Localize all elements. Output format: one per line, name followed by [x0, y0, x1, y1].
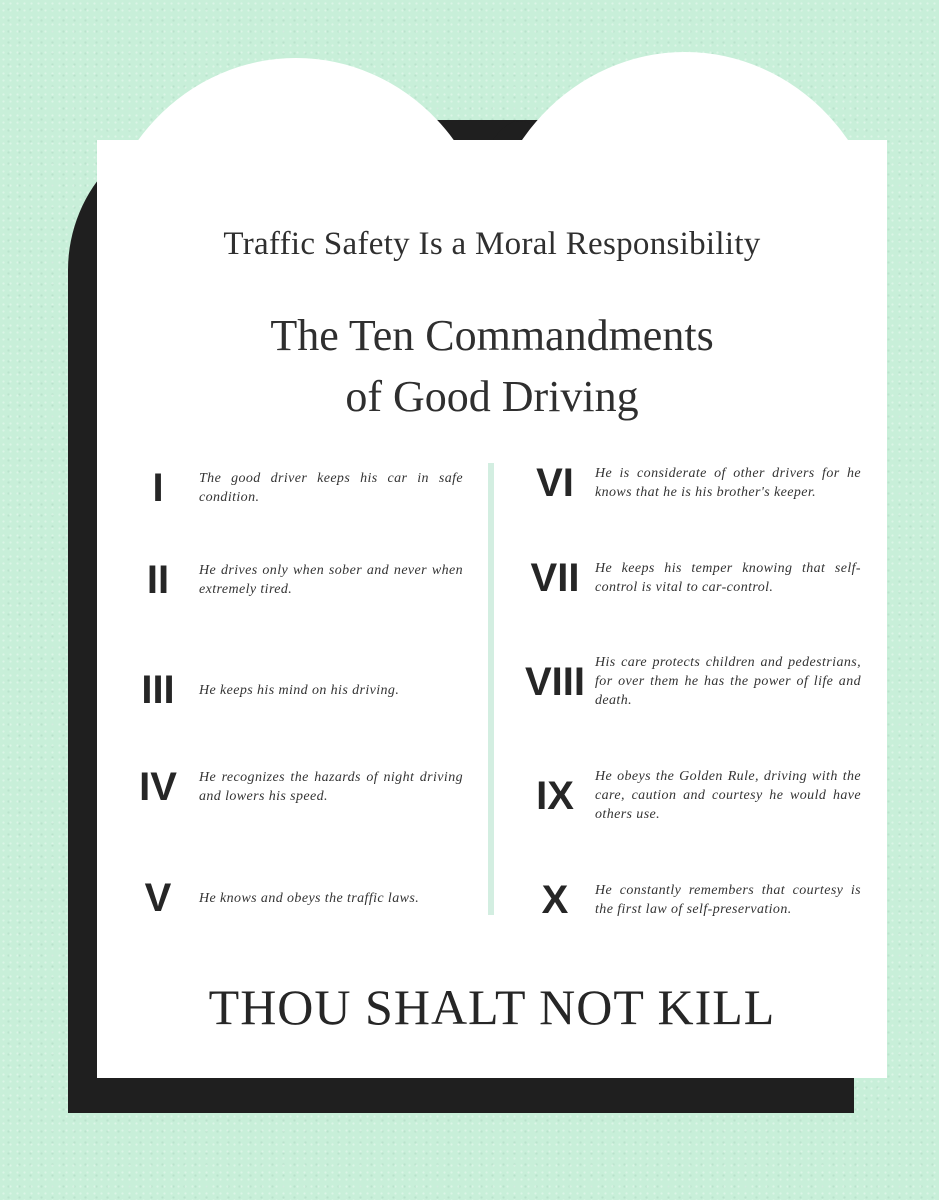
commandment-9 [517, 767, 861, 824]
commandment-numeral: V [144, 876, 172, 920]
commandment-2 [128, 560, 463, 600]
commandment-numeral: VII [530, 556, 580, 600]
commandment-5 [128, 878, 463, 918]
commandment-text: His care protects children and pedestrians, for over them he has the power of life and death. [595, 655, 861, 708]
commandment-text: He obeys the Golden Rule, driving with the care, caution and courtesy he would have others use. [595, 769, 861, 822]
commandment-numeral: III [141, 668, 175, 712]
commandment-numeral: IV [139, 765, 177, 809]
commandment-numeral: I [152, 466, 164, 510]
column-divider [488, 463, 494, 915]
commandment-text: He keeps his mind on his driving. [199, 682, 400, 698]
headline: Traffic Safety Is a Moral Responsibility [223, 226, 761, 262]
title-line-1: The Ten Commandments [270, 311, 714, 360]
commandment-text: He is considerate of other drivers for he knows that he is his brother's keeper. [595, 466, 861, 500]
commandment-numeral: IX [536, 773, 574, 818]
title-line-2: of Good Driving [345, 372, 639, 421]
commandment-1 [128, 468, 463, 508]
commandment-4 [128, 767, 463, 807]
footer-command: THOU SHALT NOT KILL [208, 979, 776, 1035]
commandment-text: He constantly remembers that courtesy is the first law of self-preservation. [595, 883, 861, 917]
commandment-text: He drives only when sober and never when extremely tired. [199, 563, 463, 597]
commandment-numeral: VIII [524, 659, 586, 704]
commandment-numeral: II [146, 558, 170, 602]
commandment-numeral: X [541, 878, 569, 922]
commandment-text: He knows and obeys the traffic laws. [199, 890, 420, 906]
commandment-10 [517, 880, 861, 920]
commandment-text: He recognizes the hazards of night driving and lowers his speed. [199, 770, 463, 804]
commandment-6 [517, 463, 861, 503]
commandment-7 [517, 558, 861, 598]
commandment-3 [128, 670, 463, 710]
page-title [97, 305, 887, 427]
commandment-8 [517, 653, 861, 710]
commandment-numeral: VI [536, 461, 574, 505]
commandment-text: The good driver keeps his car in safe condition. [199, 471, 463, 505]
commandment-text: He keeps his temper knowing that self-control is vital to car-control. [595, 561, 861, 595]
